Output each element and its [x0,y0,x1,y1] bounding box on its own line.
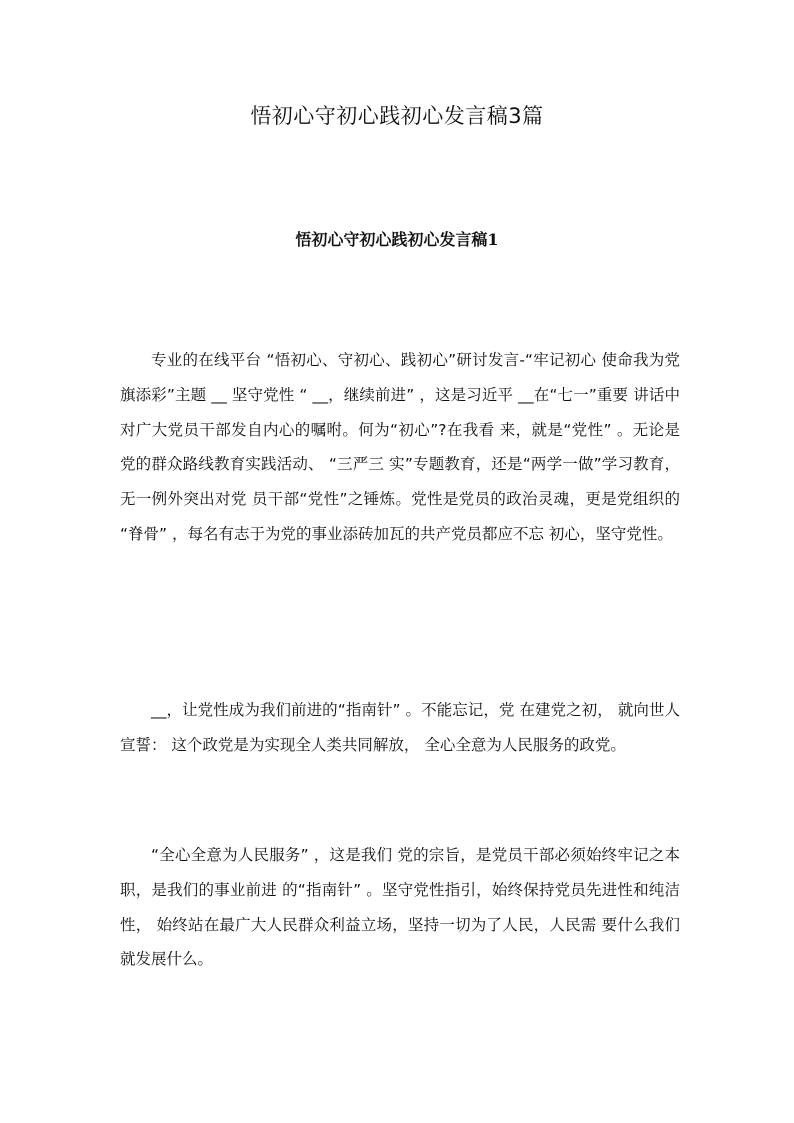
body-paragraph-2: __，让党性成为我们前进的“指南针” 。不能忘记，党 在建党之初， 就向世人宣誓： 这个政党是为实现全人类共同解放， 全心全意为人民服务的政党。 [120,701,680,754]
body-paragraph-1: 专业的在线平台 “悟初心、守初心、践初心”研讨发言-“牢记初心 使命我为党旗添彩”主题 __ 坚守党性 “ __，继续前进” ，这是习近平 __在“七一”重要 讲话中对广大党员干部发自内心的嘱咐。何为“初心”?在我看 来，就是“党性” 。无论是党的群众路线教育实践活动、 “三严三 实”专题教育，还是“两学一做”学习教育，无一例外突出对党 员干部“党性”之锤炼。党性是党员的政治灵魂，更是党组织的 “脊骨” ，每名有志于为党的事业添砖加瓦的共产党员都应不忘 初心，坚守党性。 [120,351,680,543]
section-title: 悟初心守初心践初心发言稿1 [295,230,499,249]
document-title: 悟初心守初心践初心发言稿3篇 [250,104,544,128]
body-paragraph-3: “全心全意为人民服务” ，这是我们 党的宗旨，是党员干部必须始终牢记之本职，是我们的事业前进 的“指南针” 。坚守党性指引，始终保持党员先进性和纯洁性， 始终站在最广大人民群众利益立场，坚持一切为了人民，人民需 要什么我们就发展什么。 [120,846,680,969]
